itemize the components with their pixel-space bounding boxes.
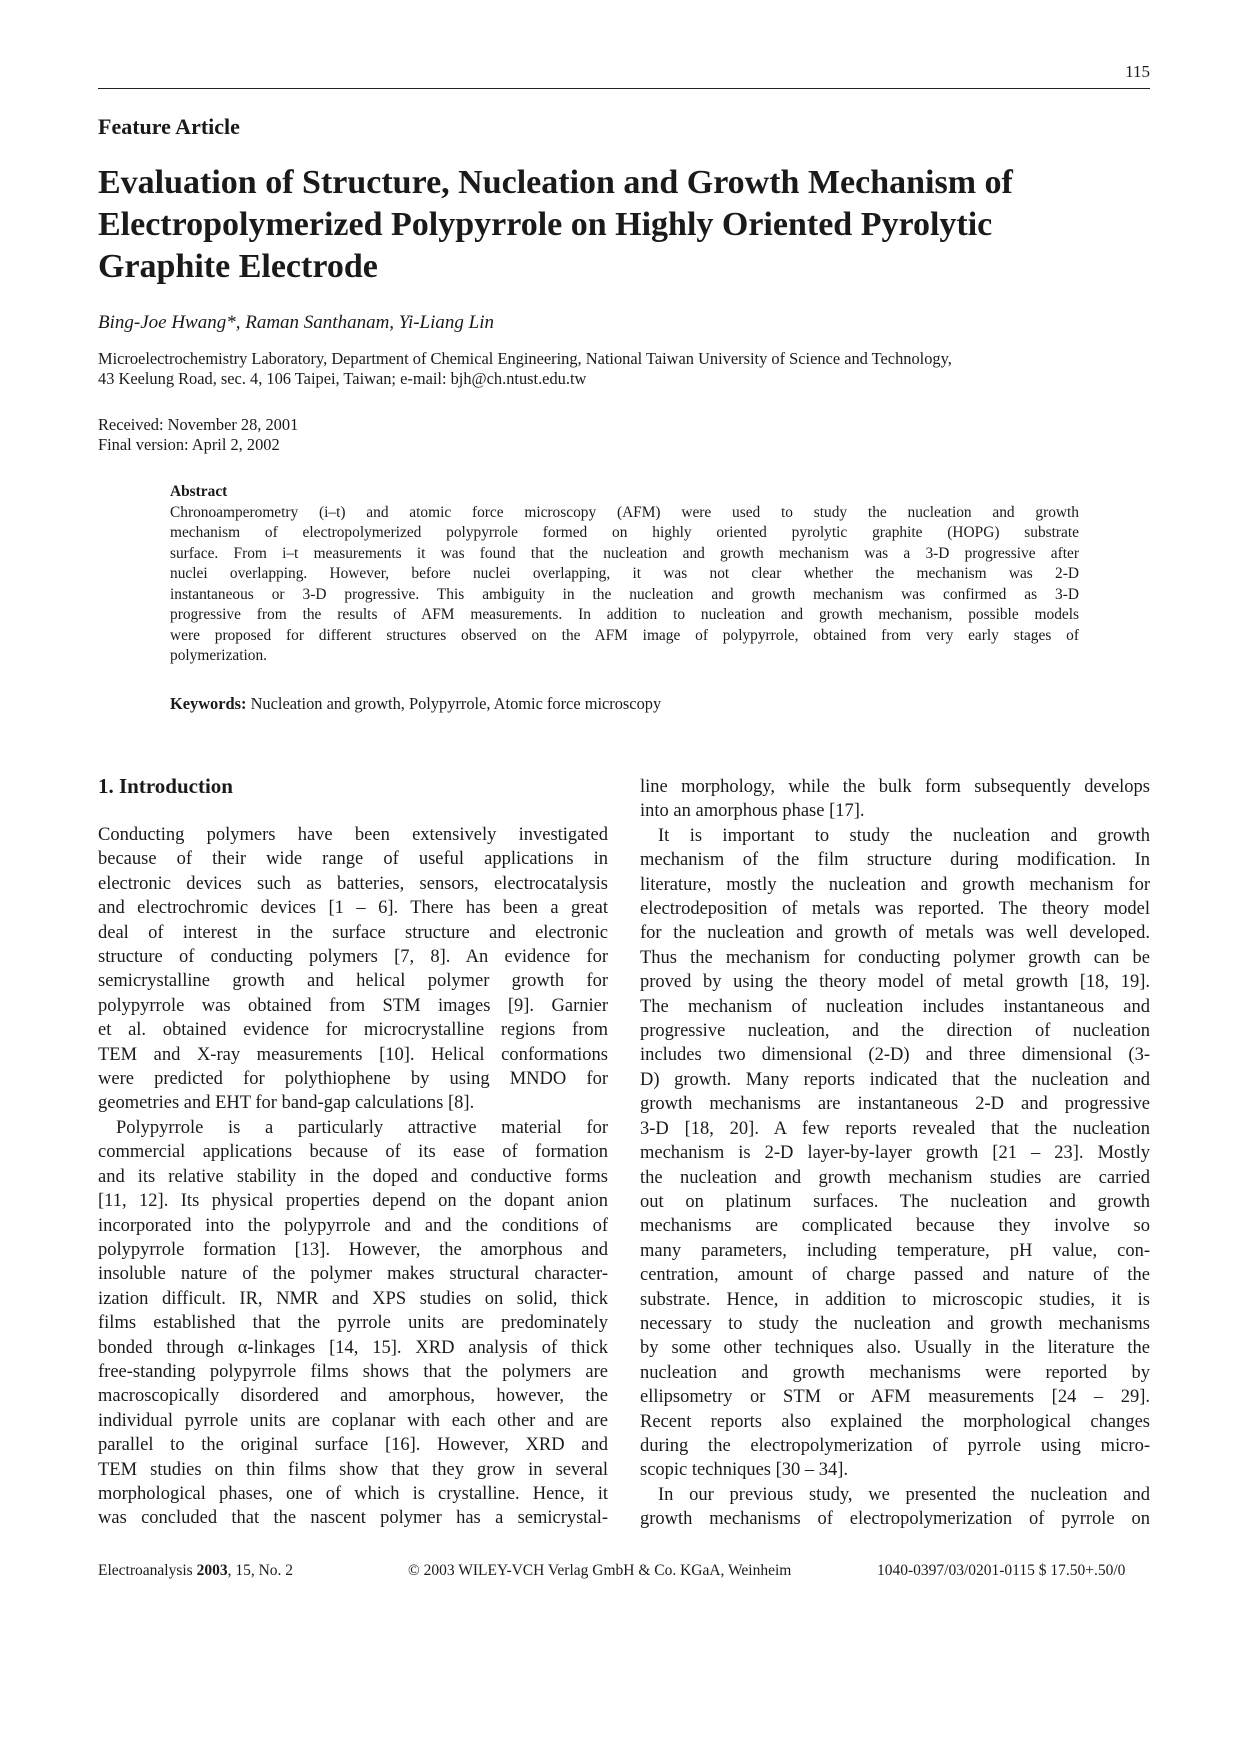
abstract-heading: Abstract: [170, 483, 228, 500]
article-title: [98, 162, 1150, 288]
body-text-line: polypyrrole was obtained from STM images [9]. Garnier: [98, 995, 608, 1016]
body-text-line: line morphology, while the bulk form subsequently develops: [640, 777, 1150, 797]
body-text-line: mechanism of the film structure during modification. In: [640, 850, 1150, 871]
keywords-text: Nucleation and growth, Polypyrrole, Atomic force microscopy: [250, 694, 662, 713]
abstract-line: progressive from the results of AFM measurements. In addition to nucleation and growth mechanism, possible models: [170, 606, 1079, 623]
body-text-line: individual pyrrole units are coplanar with each other and are: [98, 1410, 608, 1431]
body-text-line: for the nucleation and growth of metals was well developed.: [640, 923, 1150, 944]
abstract-line: instantaneous or 3-D progressive. This ambiguity in the nucleation and growth mechanism was confirmed as 3-D: [170, 585, 1079, 603]
body-text-line: Conducting polymers have been extensively investigated: [98, 825, 608, 845]
body-text-line: polypyrrole formation [13]. However, the amorphous and: [98, 1239, 608, 1260]
body-text-line: morphological phases, one of which is crystalline. Hence, it: [98, 1483, 608, 1504]
body-text-line: 3-D [18, 20]. A few reports revealed that the nucleation: [640, 1118, 1150, 1139]
body-text-line: proved by using the theory model of metal growth [18, 19].: [640, 972, 1150, 993]
body-text-line: films established that the pyrrole units are predominately: [98, 1313, 608, 1334]
section-label: Feature Article: [98, 114, 240, 139]
title-line: Graphite Electrode: [98, 248, 378, 285]
body-text-line: were predicted for polythiophene by using MNDO for: [98, 1069, 608, 1090]
body-text-line: In our previous study, we presented the nucleation and: [658, 1484, 1150, 1505]
footer-year: 2003: [196, 1562, 228, 1579]
body-text-line: includes two dimensional (2-D) and three dimensional (3-: [640, 1045, 1150, 1066]
header-rule: [98, 88, 1150, 89]
body-text-line: TEM studies on thin films show that they grow in several: [98, 1459, 608, 1480]
body-text-line: growth mechanisms are instantaneous 2-D and progressive: [640, 1094, 1150, 1115]
footer-journal: [98, 1562, 293, 1580]
affiliation-line: Microelectrochemistry Laboratory, Department of Chemical Engineering, National Taiwan University of Science and Technology,: [98, 349, 952, 368]
abstract-line: Chronoamperometry (i–t) and atomic force microscopy (AFM) were used to study the nucleation and growth: [170, 503, 1079, 521]
body-text-line: The mechanism of nucleation includes instantaneous and: [640, 996, 1150, 1017]
body-text-line: Recent reports also explained the morphological changes: [640, 1411, 1150, 1432]
body-text-line: bonded through α-linkages [14, 15]. XRD analysis of thick: [98, 1337, 608, 1358]
body-text-line: out on platinum surfaces. The nucleation and growth: [640, 1191, 1150, 1212]
body-text-line: mechanism is 2-D layer-by-layer growth [21 – 23]. Mostly: [640, 1143, 1150, 1164]
body-text-line: electronic devices such as batteries, sensors, electrocatalysis: [98, 873, 608, 894]
body-text-line: growth mechanisms of electropolymerization of pyrrole on: [640, 1509, 1150, 1530]
body-text-line: literature, mostly the nucleation and growth mechanism for: [640, 874, 1150, 895]
body-text-line: because of their wide range of useful applications in: [98, 849, 608, 870]
body-text-line: It is important to study the nucleation and growth: [658, 825, 1150, 846]
abstract-line: polymerization.: [170, 647, 268, 664]
body-text-line: et al. obtained evidence for microcrystalline regions from: [98, 1020, 608, 1041]
body-text-line: ellipsometry or STM or AFM measurements [24 – 29].: [640, 1387, 1150, 1408]
dates: [98, 415, 298, 455]
body-text-line: macroscopically disordered and amorphous, however, the: [98, 1386, 608, 1407]
body-text-line: centration, amount of charge passed and nature of the: [640, 1265, 1150, 1286]
title-line: Evaluation of Structure, Nucleation and Growth Mechanism of: [98, 164, 1013, 201]
page-number: 115: [1125, 62, 1150, 81]
body-text-line: mechanisms are complicated because they involve so: [640, 1216, 1150, 1237]
footer-code: 1040-0397/03/0201-0115 $ 17.50+.50/0: [877, 1562, 1126, 1579]
abstract-line: nuclei overlapping. However, before nuclei overlapping, it was not clear whether the mechanism was 2-D: [170, 565, 1079, 582]
abstract-line: surface. From i–t measurements it was found that the nucleation and growth mechanism was a 3-D progressive after: [170, 544, 1079, 562]
body-text-line: ization difficult. IR, NMR and XPS studies on solid, thick: [98, 1288, 608, 1309]
footer-copyright: © 2003 WILEY-VCH Verlag GmbH & Co. KGaA, Weinheim: [408, 1562, 792, 1579]
authors: Bing-Joe Hwang*, Raman Santhanam, Yi-Liang Lin: [98, 312, 495, 333]
keywords: [170, 694, 661, 714]
body-text-line: necessary to study the nucleation and growth mechanisms: [640, 1313, 1150, 1334]
body-text-line: geometries and EHT for band-gap calculations [8].: [98, 1093, 475, 1114]
body-text-line: and its relative stability in the doped and conductive forms: [98, 1166, 608, 1187]
body-text-line: progressive nucleation, and the direction of nucleation: [640, 1021, 1150, 1042]
abstract-line: were proposed for different structures observed on the AFM image of polypyrrole, obtained from very early stages of: [170, 626, 1079, 644]
keywords-label: Keywords:: [170, 694, 247, 713]
body-text-line: scopic techniques [30 – 34].: [640, 1460, 849, 1481]
affiliation-line: 43 Keelung Road, sec. 4, 106 Taipei, Taiwan; e-mail: bjh@ch.ntust.edu.tw: [98, 369, 587, 388]
title-line: Electropolymerized Polypyrrole on Highly Oriented Pyrolytic: [98, 206, 993, 243]
body-column-right: [640, 775, 1150, 1532]
body-text-line: D) growth. Many reports indicated that the nucleation and: [640, 1069, 1150, 1090]
section-heading-introduction: 1. Introduction: [98, 774, 233, 798]
body-text-line: TEM and X-ray measurements [10]. Helical conformations: [98, 1044, 608, 1065]
footer-journal-name: Electroanalysis: [98, 1562, 197, 1579]
body-text-line: deal of interest in the surface structure and electronic: [98, 922, 608, 943]
body-text-line: structure of conducting polymers [7, 8]. An evidence for: [98, 947, 608, 968]
body-text-line: many parameters, including temperature, pH value, con-: [640, 1240, 1150, 1261]
body-text-line: Thus the mechanism for conducting polymer growth can be: [640, 947, 1150, 968]
body-text-line: nucleation and growth mechanisms were reported by: [640, 1362, 1150, 1383]
body-text-line: semicrystalline growth and helical polymer growth for: [98, 971, 608, 992]
footer-volume: , 15, No. 2: [227, 1562, 294, 1579]
body-text-line: the nucleation and growth mechanism studies are carried: [640, 1167, 1150, 1188]
body-column-left: [98, 823, 608, 1531]
final-version-date: Final version: April 2, 2002: [98, 435, 280, 454]
body-text-line: by some other techniques also. Usually in the literature the: [640, 1338, 1150, 1359]
abstract: [170, 482, 1079, 667]
body-text-line: and electrochromic devices [1 – 6]. There has been a great: [98, 898, 608, 919]
affiliation: [98, 349, 1150, 389]
body-text-line: commercial applications because of its ease of formation: [98, 1142, 608, 1163]
abstract-line: mechanism of electropolymerized polypyrrole formed on highly oriented pyrolytic graphite (HOPG) substrate: [170, 524, 1079, 541]
body-text-line: parallel to the original surface [16]. However, XRD and: [98, 1435, 608, 1456]
body-text-line: [11, 12]. Its physical properties depend on the dopant anion: [98, 1191, 608, 1212]
body-text-line: incorporated into the polypyrrole and and the conditions of: [98, 1215, 608, 1236]
body-text-line: insoluble nature of the polymer makes structural character-: [98, 1264, 608, 1285]
body-text-line: during the electropolymerization of pyrrole using micro-: [640, 1435, 1150, 1456]
body-text-line: into an amorphous phase [17].: [640, 801, 865, 822]
body-text-line: free-standing polypyrrole films shows that the polymers are: [98, 1361, 608, 1382]
body-text-line: substrate. Hence, in addition to microscopic studies, it is: [640, 1289, 1150, 1310]
body-text-line: electrodeposition of metals was reported. The theory model: [640, 899, 1150, 920]
body-text-line: Polypyrrole is a particularly attractive material for: [116, 1117, 608, 1138]
body-text-line: was concluded that the nascent polymer has a semicrystal-: [98, 1508, 608, 1529]
received-date: Received: November 28, 2001: [98, 415, 299, 434]
